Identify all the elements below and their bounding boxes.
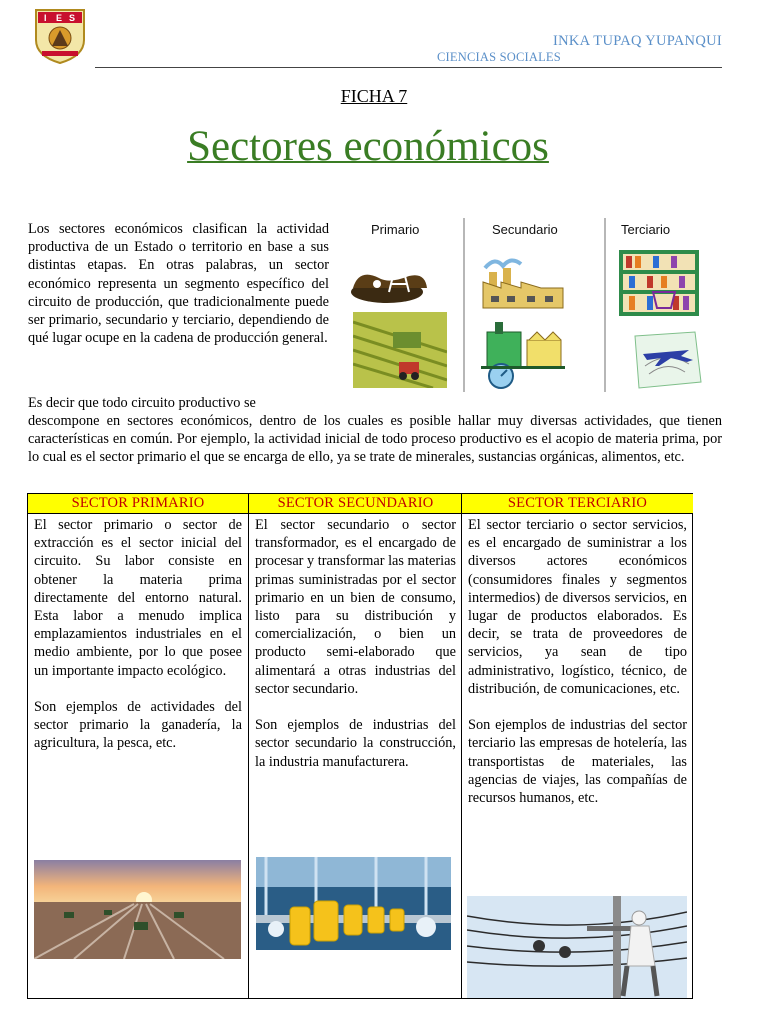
secundario-paragraph-1: El sector secundario o sector transformador, es el encargado de procesar y transformar las materias primas suministradas por el sector primario en un bien de consumo, listo para su distribución y comercialización, o bien un producto semi-elaborado que alimentará a otras industrias del sector secundario.	[255, 517, 456, 697]
intro-paragraph: Los sectores económicos clasifican la actividad productiva de un Estado o territorio en base a sus distintas etapas. En otras palabras, un sector económico representa un segmento específico del circuito de producción, que tradicionalmente puede ser primario, secundario y terciario, dependiendo de qué lugar ocupe en la cadena de producción general.	[28, 221, 329, 347]
airplane-globe-icon	[629, 330, 705, 390]
sectors-table	[27, 493, 693, 999]
worksheet-number: FICHA 7	[340, 86, 408, 106]
svg-text:I: I	[44, 13, 47, 23]
factory-icon	[481, 254, 565, 310]
column-text-secundario	[255, 516, 456, 771]
column-sector-primario	[28, 494, 248, 998]
figure-label-terciario: Terciario	[621, 222, 671, 237]
primario-paragraph-1: El sector primario o sector de extracción es el sector inicial del circuito. Su labor consiste en obtener la materia prima directamente del entorno natural. Esta labor a menudo implica emplazamientos industriales en el medio ambiente, por lo que posee un importante impacto ecológico.	[34, 517, 242, 679]
school-crest-logo	[30, 6, 90, 66]
figure-divider	[604, 218, 606, 392]
column-text-terciario	[468, 516, 687, 807]
sectors-figure	[349, 212, 712, 394]
column-header-secundario: SECTOR SECUNDARIO	[249, 494, 462, 514]
column-text-primario	[34, 516, 242, 753]
industrial-plant-icon	[481, 318, 565, 390]
grocery-shelves-icon	[617, 248, 701, 318]
second-paragraph-first-line: Es decir que todo circuito productivo se	[28, 395, 256, 411]
farm-field-icon	[353, 312, 447, 388]
electrician-pole-photo	[467, 896, 687, 998]
svg-text:S: S	[69, 13, 76, 23]
secundario-paragraph-2: Son ejemplos de industrias del sector secundario la construcción, la industria manufacturera.	[255, 717, 456, 770]
figure-label-secundario: Secundario	[492, 222, 558, 237]
figure-label-primario: Primario	[371, 222, 420, 237]
bottling-line-photo	[256, 857, 451, 950]
terciario-paragraph-1: El sector terciario o sector servicios, es el encargado de suministrar a los diversos actores económicos (consumidores finales y segmentos intermedios) de diversos servicios, en lugar de productos elaborados. Es decir, se trata de proveedores de servicios, ya sean de tipo administrativo, logístico, técnico, de distribución, de comunicaciones, etc.	[468, 517, 687, 697]
column-sector-terciario	[461, 494, 693, 998]
column-sector-secundario	[248, 494, 462, 998]
second-paragraph: descompone en sectores económicos, dentro de los cuales es posible hallar muy diversas actividades, que tienen características en común. Por ejemplo, la actividad inicial de todo proceso productivo es el acopio de materia prima, por lo cual es el sector primario el que se encarga de ello, ya se trate de minerales, sustancias orgánicas, alimentos, etc.	[28, 413, 722, 466]
oil-well-icon	[349, 248, 431, 304]
primario-paragraph-2: Son ejemplos de actividades del sector primario la ganadería, la agricultura, la pesca, etc.	[34, 699, 242, 752]
terciario-paragraph-2: Son ejemplos de industrias del sector terciario las empresas de hotelería, las transportistas de materiales, las agencias de viajes, las compañías de recursos humanos, etc.	[468, 717, 687, 807]
page-title: Sectores económicos	[187, 123, 549, 170]
column-header-terciario: SECTOR TERCIARIO	[462, 494, 693, 514]
figure-divider	[463, 218, 465, 392]
column-header-primario: SECTOR PRIMARIO	[28, 494, 248, 514]
header-divider	[95, 67, 722, 68]
harvest-field-photo	[34, 860, 241, 959]
subject-name: CIENCIAS SOCIALES	[437, 50, 561, 64]
svg-text:E: E	[56, 13, 63, 23]
school-name: INKA TUPAQ YUPANQUI	[553, 33, 722, 49]
